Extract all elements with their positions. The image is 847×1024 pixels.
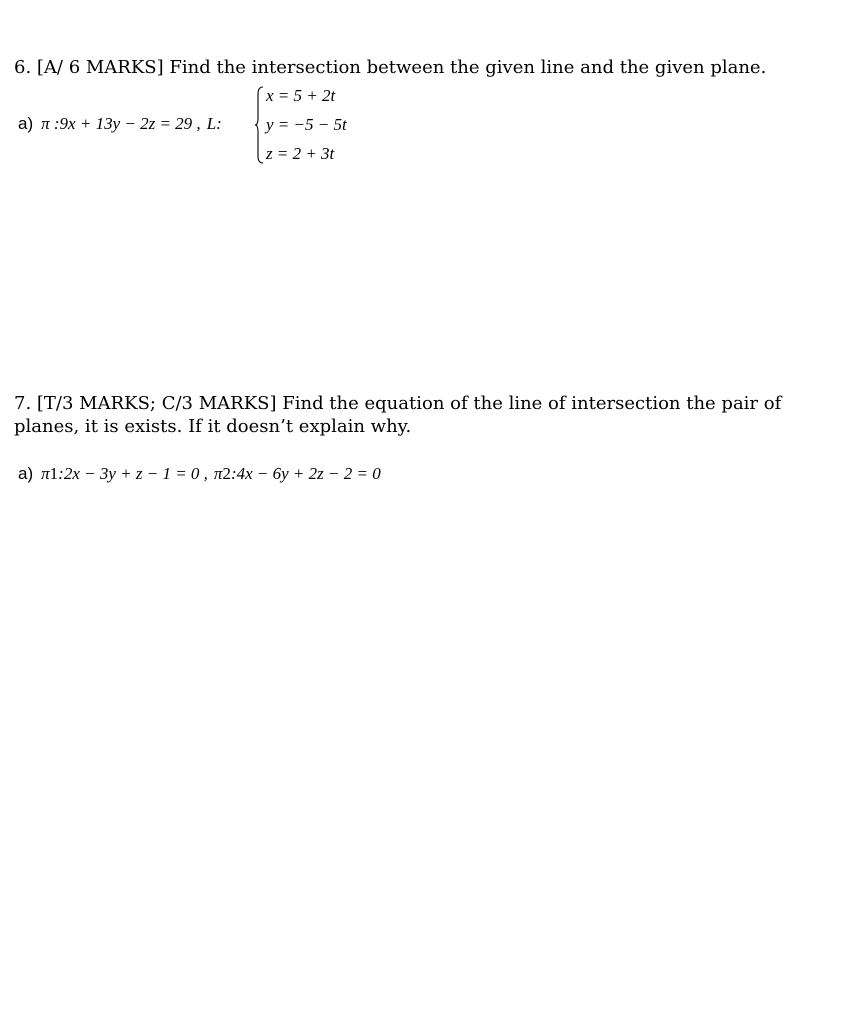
line-parametric-system bbox=[254, 86, 347, 166]
plane-1-name: π bbox=[41, 464, 50, 483]
plane-2-name: π bbox=[213, 464, 223, 483]
plane-2-equation: :4x − 6y + 2z − 2 = 0 bbox=[230, 464, 381, 483]
question-7-title-line-1: 7. [T/3 MARKS; C/3 MARKS] Find the equation of the line of intersection the pair of bbox=[14, 393, 782, 414]
plane-2-subscript: 2 bbox=[222, 464, 231, 483]
question-6-title: 6. [A/ 6 MARKS] Find the intersection between the given line and the given plane. bbox=[14, 57, 767, 78]
question-7-part-a-equation bbox=[18, 464, 381, 484]
plane-1-subscript: 1 bbox=[49, 464, 59, 483]
question-6-part-a-equation bbox=[18, 114, 222, 134]
part-a-label: a) bbox=[18, 464, 34, 483]
line-name: L: bbox=[206, 114, 222, 133]
system-equation-y: y = −5 − 5t bbox=[266, 115, 347, 134]
system-equation-z: z = 2 + 3t bbox=[266, 144, 335, 163]
question-7-title-line-2: planes, it is exists. If it doesn’t explain why. bbox=[14, 416, 412, 437]
plane-equation: π :9x + 13y − 2z = 29 , bbox=[41, 114, 201, 133]
system-equation-x: x = 5 + 2t bbox=[266, 86, 336, 105]
left-brace-icon bbox=[254, 86, 264, 164]
plane-1-equation: :2x − 3y + z − 1 = 0 , bbox=[58, 464, 208, 483]
part-a-label: a) bbox=[18, 114, 34, 133]
